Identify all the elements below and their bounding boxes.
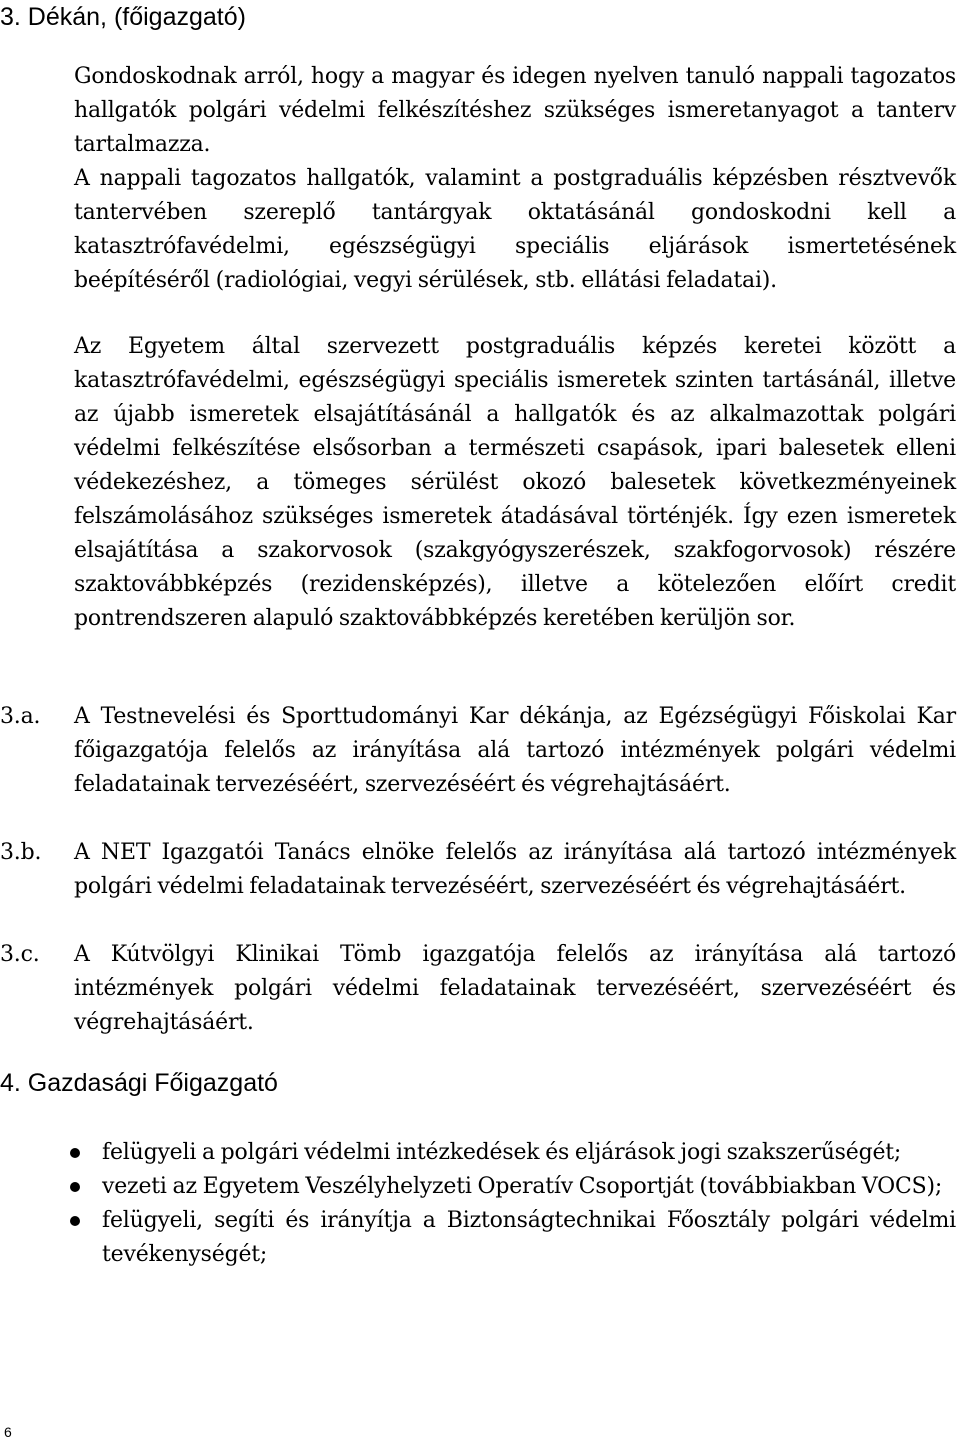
subsection-label: 3.b.: [0, 840, 42, 865]
bullet-icon: [70, 1148, 80, 1158]
bullet-icon: [70, 1216, 80, 1226]
subsection-label: 3.a.: [0, 704, 41, 729]
list-item-text: felügyeli, segíti és irányítja a Biztonságtechnikai Főosztály polgári védelmi tevékenységét;: [102, 1208, 956, 1267]
section-3-paragraph-2: [74, 162, 956, 298]
subsection-text: A Kútvölgyi Klinikai Tömb igazgatója felelős az irányítása alá tartozó intézmények polgári védelmi feladatainak tervezéséért, szervezéséért és végrehajtásáért.: [74, 942, 956, 1035]
list-item: [0, 1136, 956, 1170]
page-number: 6: [4, 1424, 12, 1440]
list-item: [0, 1204, 956, 1272]
section-4-bullet-list: [0, 1136, 956, 1272]
subsection-text: A NET Igazgatói Tanács elnöke felelős az irányítása alá tartozó intézmények polgári védelmi feladatainak tervezéséért, szervezéséért és végrehajtásáért.: [74, 840, 956, 899]
paragraph-text: Az Egyetem által szervezett postgraduális képzés keretei között a katasztrófavédelmi, egészségügyi speciális ismeretek szinten tartásánál, illetve az újabb ismeretek elsajátításánál a hallgatók és az alkalmazottak polgári védelmi felkészítése elsősorban a természeti csapások, ipari balesetek elleni védekezéshez, a tömeges sérülést okozó balesetek következményeinek felszámolásához szükséges ismeretek átadásával történjék. Így ezen ismeretek elsajátítása a szakorvosok (szakgyógyszerészek, szakfogorvosok) részére szaktovábbképzés (rezidensképzés), illetve a kötelezően előírt credit pontrendszeren alapuló szaktovábbképzés keretében kerüljön sor.: [74, 334, 956, 631]
list-item: [0, 1170, 956, 1204]
subsection-text: A Testnevelési és Sporttudományi Kar dékánja, az Egézségügyi Főiskolai Kar főigazgatója felelős az irányítása alá tartozó intézmények polgári védelmi feladatainak tervezéséért, szervezéséért és végrehajtásáért.: [74, 704, 956, 797]
subsection-3a: [0, 700, 956, 802]
subsection-3c: [0, 938, 956, 1040]
subsection-label: 3.c.: [0, 942, 40, 967]
bullet-icon: [70, 1182, 80, 1192]
section-3-paragraph-3: [74, 330, 956, 636]
section-3-paragraph-1: [74, 60, 956, 162]
paragraph-text: A nappali tagozatos hallgatók, valamint a postgraduális képzésben résztvevők tantervében szereplő tantárgyak oktatásánál gondoskodni kell a katasztrófavédelmi, egészségügyi speciális eljárások ismertetésének beépítéséről (radiológiai, vegyi sérülések, stb. ellátási feladatai).: [74, 166, 956, 293]
section-3-heading: 3. Dékán, (főigazgató): [0, 3, 246, 31]
paragraph-text: Gondoskodnak arról, hogy a magyar és idegen nyelven tanuló nappali tagozatos hallgatók polgári védelmi felkészítéshez szükséges ismeretanyagot a tanterv tartalmazza.: [74, 64, 956, 157]
list-item-text: vezeti az Egyetem Veszélyhelyzeti Operatív Csoportját (továbbiakban VOCS);: [102, 1174, 943, 1199]
section-4-heading: 4. Gazdasági Főigazgató: [0, 1069, 278, 1097]
subsection-3b: [0, 836, 956, 904]
list-item-text: felügyeli a polgári védelmi intézkedések és eljárások jogi szakszerűségét;: [102, 1140, 902, 1165]
